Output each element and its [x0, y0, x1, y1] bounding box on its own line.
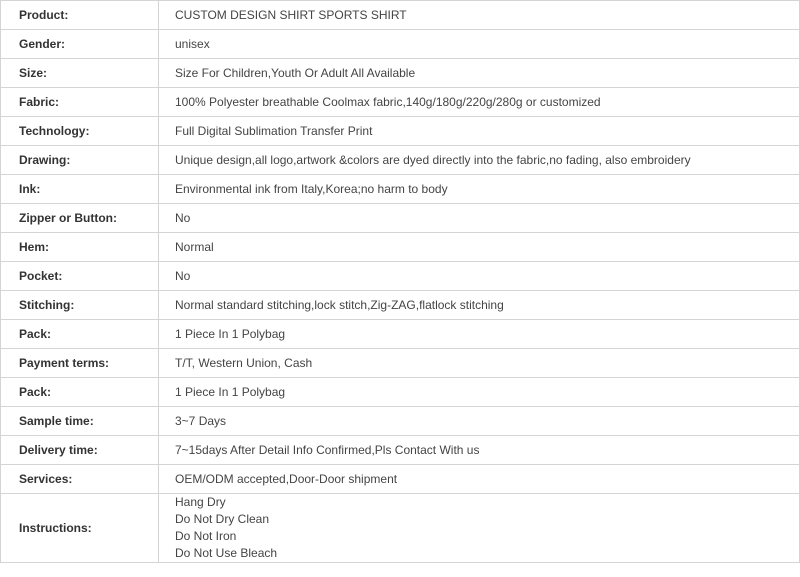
instructions-list [159, 494, 800, 563]
spec-label: Product: [1, 1, 159, 30]
spec-row-delivery-time [1, 436, 800, 465]
spec-value: Unique design,all logo,artwork &colors are dyed directly into the fabric,no fading, also embroidery [159, 146, 800, 175]
instruction-line: Hang Dry [175, 495, 226, 509]
spec-row-drawing [1, 146, 800, 175]
spec-label: Pack: [1, 320, 159, 349]
spec-label: Stitching: [1, 291, 159, 320]
spec-label: Gender: [1, 30, 159, 59]
spec-row-instructions [1, 494, 800, 563]
spec-value: 3~7 Days [159, 407, 800, 436]
spec-row-services [1, 465, 800, 494]
spec-label: Pack: [1, 378, 159, 407]
spec-row-pocket [1, 262, 800, 291]
spec-label: Pocket: [1, 262, 159, 291]
spec-value: Full Digital Sublimation Transfer Print [159, 117, 800, 146]
spec-row-sample-time [1, 407, 800, 436]
spec-label: Sample time: [1, 407, 159, 436]
spec-value: 100% Polyester breathable Coolmax fabric,140g/180g/220g/280g or customized [159, 88, 800, 117]
spec-row-gender [1, 30, 800, 59]
instruction-line: Do Not Iron [175, 529, 237, 543]
instruction-line: Do Not Use Bleach [175, 546, 278, 560]
spec-value: OEM/ODM accepted,Door-Door shipment [159, 465, 800, 494]
spec-row-product [1, 1, 800, 30]
spec-row-zipper-or-button [1, 204, 800, 233]
spec-row-payment-terms [1, 349, 800, 378]
spec-label: Zipper or Button: [1, 204, 159, 233]
instruction-line: Do Not Dry Clean [175, 512, 270, 526]
spec-row-hem [1, 233, 800, 262]
spec-row-fabric [1, 88, 800, 117]
spec-value: No [159, 262, 800, 291]
spec-value: CUSTOM DESIGN SHIRT SPORTS SHIRT [159, 1, 800, 30]
spec-label: Payment terms: [1, 349, 159, 378]
spec-label: Ink: [1, 175, 159, 204]
spec-label: Delivery time: [1, 436, 159, 465]
spec-value: Normal standard stitching,lock stitch,Zig-ZAG,flatlock stitching [159, 291, 800, 320]
spec-row-stitching [1, 291, 800, 320]
spec-label: Fabric: [1, 88, 159, 117]
spec-label: Hem: [1, 233, 159, 262]
spec-row-ink [1, 175, 800, 204]
spec-label: Technology: [1, 117, 159, 146]
spec-value: Normal [159, 233, 800, 262]
spec-value: 1 Piece In 1 Polybag [159, 378, 800, 407]
spec-label: Drawing: [1, 146, 159, 175]
spec-value: Environmental ink from Italy,Korea;no harm to body [159, 175, 800, 204]
spec-label: Size: [1, 59, 159, 88]
spec-value: Size For Children,Youth Or Adult All Available [159, 59, 800, 88]
spec-value: 1 Piece In 1 Polybag [159, 320, 800, 349]
spec-label: Instructions: [1, 494, 159, 563]
spec-row-pack [1, 320, 800, 349]
spec-row-size [1, 59, 800, 88]
spec-value: 7~15days After Detail Info Confirmed,Pls Contact With us [159, 436, 800, 465]
spec-row-technology [1, 117, 800, 146]
spec-value: T/T, Western Union, Cash [159, 349, 800, 378]
spec-value: unisex [159, 30, 800, 59]
spec-label: Services: [1, 465, 159, 494]
spec-row-pack-2 [1, 378, 800, 407]
spec-value: No [159, 204, 800, 233]
